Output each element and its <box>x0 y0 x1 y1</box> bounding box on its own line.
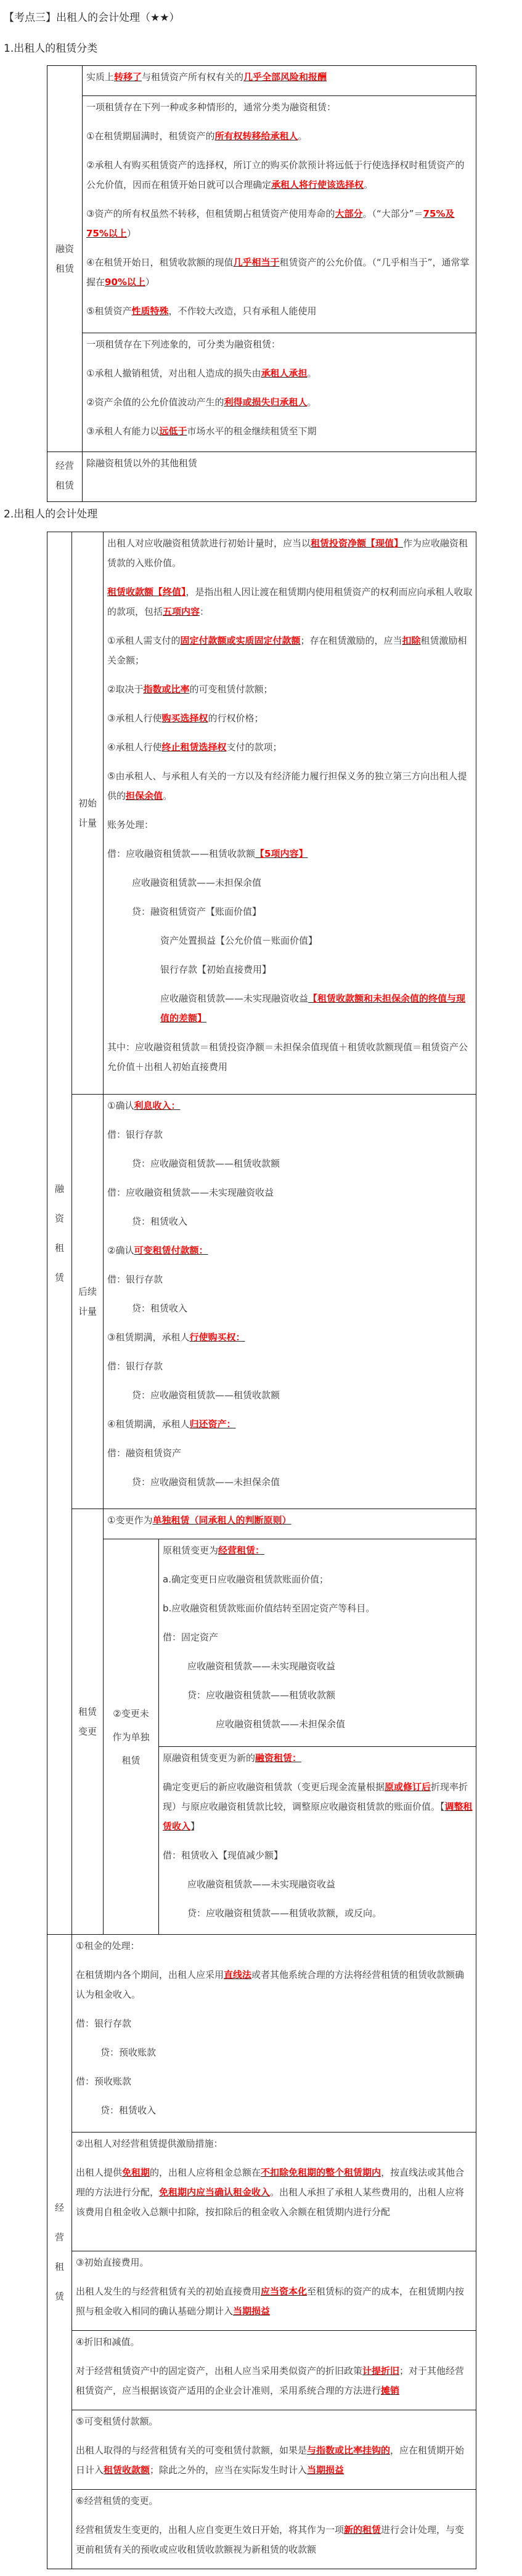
text: 原租赁变更为 <box>163 1545 219 1556</box>
text: 实质上 <box>86 71 115 83</box>
paragraph <box>163 1598 473 1618</box>
label-text: 融资租赁 <box>54 1183 64 1283</box>
paragraph <box>86 97 473 117</box>
paragraph <box>107 1270 473 1289</box>
text: 的行权价格； <box>208 713 264 724</box>
text: ①在租赁期届满时，租赁资产的 <box>86 131 215 142</box>
text: a.确定变更日应收融资租赁款账面价值； <box>163 1574 328 1585</box>
label-operating-lease <box>47 452 83 502</box>
paragraph <box>163 1903 473 1923</box>
highlight-text: 免租期内应当确认租金收入 <box>159 2187 271 2198</box>
text: ①承租人撤销租赁，对出租人造成的损失由 <box>86 368 261 379</box>
highlight-text: 融资租赁： <box>255 1752 302 1764</box>
text: 贷：租赁收入 <box>132 1216 188 1227</box>
text: ；对于其他经营租赁资产，应当根据该资产适用的企业会计准则，采用系统合理的方法进行 <box>76 2365 465 2396</box>
text: 应收融资租赁款——未实现融资收益 <box>160 993 309 1004</box>
text: 至租赁标的资产的成本，在租赁期内按照与租金收入相同的确认基础分期计入 <box>76 2286 465 2317</box>
paragraph <box>163 1714 473 1734</box>
text: ①承租人需支付的 <box>107 635 181 646</box>
paragraph <box>107 631 473 670</box>
text: 账务处理： <box>107 819 154 830</box>
text: 借：预收账款 <box>76 2076 132 2087</box>
paragraph <box>107 737 473 757</box>
text: 租赁激励相关金额； <box>107 635 467 666</box>
paragraph <box>163 1845 473 1865</box>
text: ；除此之外的，应当在实际发生时计入 <box>150 2465 308 2476</box>
paragraph <box>163 1656 473 1676</box>
paragraph <box>86 421 473 441</box>
paragraph <box>107 1443 473 1463</box>
paragraph <box>107 1298 473 1318</box>
highlight-text: 原或修订后 <box>385 1781 431 1792</box>
paragraph <box>76 2163 473 2222</box>
text: ①确认 <box>107 1100 134 1111</box>
paragraph <box>76 2491 473 2511</box>
paragraph <box>76 2072 473 2091</box>
text: 作为应收融资租赁款的入账价值。 <box>107 538 468 569</box>
paragraph <box>76 2100 473 2120</box>
text: 支付的款项； <box>226 742 282 753</box>
highlight-text: 利得或损失归承租人 <box>224 397 308 408</box>
label-text: 作为单独 <box>112 1731 150 1743</box>
row-indicators <box>82 333 476 452</box>
operating-variable-payments <box>71 2410 476 2490</box>
text: ②资产余值的公允价值波动产生的 <box>86 397 224 408</box>
highlight-text: 租赁投资净额【现值】 <box>311 538 404 549</box>
paragraph <box>107 1327 473 1347</box>
text: 贷：租赁收入 <box>100 2105 157 2116</box>
highlight-text: 直线法 <box>224 1969 252 1980</box>
text: ④折旧和减值。 <box>76 2336 140 2347</box>
text: ④租赁期满，承租人 <box>107 1419 190 1430</box>
text: ④在租赁开始日，租赁收款额的现值 <box>86 257 234 268</box>
label-text: ②变更未 <box>113 1707 149 1719</box>
text: 贷：租赁收入 <box>132 1303 188 1314</box>
highlight-text: 固定付款额或实质固定付款额 <box>180 635 301 646</box>
highlight-text: 租赁收款额 <box>104 2465 150 2476</box>
change-to-operating-lease <box>158 1539 476 1747</box>
text: 的可变租赁付款额； <box>189 684 273 695</box>
paragraph <box>163 1748 473 1768</box>
text: ②出租人对经营租赁提供激励措施： <box>76 2138 223 2149</box>
paragraph <box>163 1627 473 1647</box>
text: 借：融资租赁资产 <box>107 1448 182 1459</box>
highlight-text: 免租期 <box>122 2167 150 2178</box>
change-to-finance-lease <box>158 1746 476 1935</box>
text: 贷：应收融资租赁款——租赁收款额，或反向。 <box>187 1908 382 1919</box>
text: 贷：应收融资租赁款——租赁收款额 <box>187 1690 336 1701</box>
text: 与租赁资产所有权有关的 <box>142 71 244 83</box>
text: 借：银行存款 <box>107 1129 163 1140</box>
paragraph <box>107 989 473 1028</box>
highlight-text: 可变租赁付款额： <box>134 1245 208 1256</box>
text: 进行会计处理，与变更前租赁有关的预收或应收租赁收款额视为新租赁的收款额 <box>76 2524 465 2555</box>
highlight-text: 利息收入： <box>134 1100 181 1111</box>
highlight-text: 当期损益 <box>233 2306 271 2317</box>
highlight-text: 五项内容 <box>163 606 200 617</box>
text: ，应在租赁期开始日计入 <box>76 2445 465 2476</box>
text: ⑤可变租赁付款额。 <box>76 2416 158 2427</box>
paragraph <box>76 1965 473 2004</box>
text: 借：应收融资租赁款——租赁收款额 <box>107 848 256 859</box>
text: 。 <box>307 368 317 379</box>
row-operating-definition <box>82 452 476 502</box>
text: 应收融资租赁款——未担保余值 <box>216 1719 346 1730</box>
text: ③承租人有能力以 <box>86 426 160 437</box>
text: 借：租赁收入【现值减少额】 <box>163 1850 283 1861</box>
text: ，按直线法或其他合理的方法进行分配， <box>76 2167 465 2198</box>
paragraph <box>86 453 473 473</box>
highlight-text: 新的租赁 <box>344 2524 381 2535</box>
text: ⑥经营租赁的变更。 <box>76 2495 158 2506</box>
label-text: 经营租赁 <box>54 2201 64 2302</box>
label-text: 后续计量 <box>78 1286 97 1317</box>
highlight-text: 所有权转移给承租人 <box>214 131 298 142</box>
page-title: 【考点三】出租人的会计处理（★★） <box>4 12 180 24</box>
label-text: 初始计量 <box>78 798 97 828</box>
highlight-text: 计提折旧 <box>362 2365 400 2376</box>
paragraph <box>86 67 473 87</box>
paragraph <box>86 363 473 383</box>
paragraph <box>107 815 473 835</box>
label-lease-change <box>71 1509 104 1935</box>
text: 借：银行存款 <box>107 1361 163 1372</box>
paragraph <box>163 1541 473 1560</box>
text: 原融资租赁变更为新的 <box>163 1752 256 1764</box>
text: 确定变更后的新应收融资租赁款（变更后现金流量根据 <box>163 1781 385 1792</box>
highlight-text: 【5项内容】 <box>255 848 308 859</box>
paragraph <box>86 204 473 243</box>
text: 贷：应收融资租赁款——租赁收款额 <box>132 1158 280 1169</box>
paragraph <box>76 2412 473 2431</box>
text: 一项租赁存在下列一种或多种情形的，通常分类为融资租赁： <box>86 102 336 113</box>
highlight-text: 90%以上 <box>105 277 145 288</box>
paragraph <box>107 1096 473 1116</box>
paragraph <box>76 2361 473 2400</box>
text: 或者其他系统合理的方法将经营租赁的租赁收款额确认为租金收入。 <box>76 1969 465 2000</box>
paragraph <box>76 2014 473 2033</box>
row-substance <box>82 65 476 96</box>
text: ②承租人有购买租赁资产的选择权，所订立的购买价款预计将远低于行使选择权时租赁资产的公允价值，因而在租赁开始日就可以合理确定 <box>86 160 465 190</box>
paragraph <box>107 1472 473 1492</box>
text: 贷：预收账款 <box>100 2047 157 2058</box>
paragraph <box>86 334 473 354</box>
paragraph <box>76 2282 473 2321</box>
highlight-text: 承租人承担 <box>261 368 308 379</box>
paragraph <box>76 2440 473 2480</box>
text: ②确认 <box>107 1245 134 1256</box>
paragraph <box>107 1385 473 1405</box>
text: 。（“大部分”＝ <box>362 208 423 219</box>
paragraph <box>86 155 473 195</box>
label-text: 经营租赁 <box>55 460 74 491</box>
text: ④承租人行使 <box>107 742 162 753</box>
text: 】 <box>190 1821 200 1832</box>
highlight-text: 远低于 <box>159 426 187 437</box>
change-separate-lease <box>103 1509 476 1539</box>
paragraph <box>163 1685 473 1705</box>
paragraph <box>107 1125 473 1144</box>
highlight-text: 租赁收款额【终值】 <box>107 586 186 597</box>
text: 。 <box>307 397 317 408</box>
paragraph <box>86 301 473 321</box>
highlight-text: 终止租赁选择权 <box>161 742 227 753</box>
operating-lease-change <box>71 2489 476 2569</box>
text: ③租赁期满，承租人 <box>107 1332 190 1343</box>
text: 一项租赁存在下列迹象的，可分类为融资租赁： <box>86 339 281 350</box>
text: 的，出租人应将租金总额在 <box>150 2167 261 2178</box>
text: ，是指出租人因让渡在租赁期内使用租赁资产的权利而应向承租人收取的款项，包括 <box>107 586 473 617</box>
highlight-text: 几乎全部风险和报酬 <box>243 71 327 83</box>
paragraph <box>107 844 473 864</box>
paragraph <box>107 708 473 728</box>
text: 对于经营租赁资产中的固定资产，出租人应当采用类似资产的折旧政策 <box>76 2365 363 2376</box>
paragraph <box>107 679 473 699</box>
paragraph <box>86 126 473 146</box>
text: 借：银行存款 <box>107 1274 163 1285</box>
text: 出租人对应收融资租赁款进行初始计量时，应当以 <box>107 538 311 549</box>
text: ） <box>145 277 155 288</box>
text: 。 <box>364 179 373 190</box>
paragraph <box>107 1037 473 1077</box>
text: 借：固定资产 <box>163 1632 219 1643</box>
text: 经营租赁发生变更的，出租人应自变更生效日开始，将其作为一项 <box>76 2524 345 2535</box>
highlight-text: 75%及75%以上 <box>86 208 455 239</box>
label-initial-measurement <box>71 532 104 1095</box>
paragraph <box>107 931 473 950</box>
label-subsequent-measurement <box>71 1094 104 1509</box>
highlight-text: 不扣除免租期的整个租赁期内 <box>261 2167 381 2178</box>
label-text: 租赁 <box>121 1754 141 1766</box>
paragraph <box>107 1154 473 1173</box>
subsequent-measurement-content <box>103 1094 476 1509</box>
text: 贷：融资租赁资产【账面价值】 <box>132 906 262 917</box>
highlight-text: 指数或比率 <box>143 684 190 695</box>
operating-initial-costs <box>71 2251 476 2331</box>
paragraph <box>76 2332 473 2352</box>
text: 应收融资租赁款——未实现融资收益 <box>187 1879 336 1890</box>
paragraph <box>86 392 473 412</box>
text: ） <box>126 228 136 239</box>
text: 出租人发生的与经营租赁有关的初始直接费用 <box>76 2286 261 2297</box>
operating-rent <box>71 1934 476 2132</box>
paragraph <box>107 1414 473 1434</box>
highlight-text: 当期损益 <box>307 2465 345 2476</box>
paragraph <box>76 2134 473 2153</box>
text: 出租人提供 <box>76 2167 123 2178</box>
text: ；存在租赁激励的，应当 <box>300 635 402 646</box>
label-finance-lease-2 <box>47 532 72 1935</box>
paragraph <box>107 902 473 921</box>
paragraph <box>107 533 473 573</box>
highlight-text: 应当资本化 <box>261 2286 308 2297</box>
text: 除融资租赁以外的其他租赁 <box>86 458 198 469</box>
row-situations <box>82 95 476 333</box>
text: 。 <box>163 790 173 801</box>
highlight-text: 摊销 <box>381 2385 400 2396</box>
text: ②取决于 <box>107 684 144 695</box>
highlight-text: 经营租赁： <box>218 1545 265 1556</box>
paragraph <box>107 1356 473 1376</box>
paragraph <box>107 960 473 979</box>
text: ③初始直接费用。 <box>76 2257 149 2268</box>
label-change-not-separate <box>103 1539 159 1935</box>
paragraph <box>76 2043 473 2062</box>
highlight-text: 大部分 <box>335 208 363 219</box>
text: 市场水平的租金继续租赁至下期 <box>187 426 317 437</box>
paragraph <box>76 2520 473 2559</box>
text: 应收融资租赁款——未担保余值 <box>132 877 262 888</box>
highlight-text: 行使购买权： <box>189 1332 245 1343</box>
text: ①租金的处理： <box>76 1940 140 1951</box>
text: 出租人取得的与经营租赁有关的可变租赁付款额，如果是 <box>76 2445 308 2456</box>
text: 在租赁期内各个期间，出租人应采用 <box>76 1969 224 1980</box>
text: 贷：应收融资租赁款——租赁收款额 <box>132 1390 280 1401</box>
text: 银行存款【初始直接费用】 <box>160 964 272 975</box>
paragraph <box>76 2253 473 2272</box>
text: ，不作较大改造，只有承租人能使用 <box>168 306 317 317</box>
operating-depreciation <box>71 2330 476 2410</box>
section-heading-accounting: 2.出租人的会计处理 <box>4 508 98 520</box>
label-text: 融资租赁 <box>55 243 74 274</box>
text: 应收融资租赁款——未实现融资收益 <box>187 1661 336 1672</box>
text: 。出租人承担了承租人某些费用的，出租人应将该费用自租金收入总额中扣除，按扣除后的租金收入余额在租赁期内进行分配 <box>76 2187 465 2218</box>
text: 借：应收融资租赁款——未实现融资收益 <box>107 1187 274 1198</box>
paragraph <box>107 873 473 893</box>
paragraph <box>163 1777 473 1836</box>
highlight-text: 【租赁收款额和未担保余值的终值与现值的差额】 <box>160 993 466 1024</box>
text: ①变更作为 <box>107 1515 153 1526</box>
initial-measurement-content <box>103 532 476 1095</box>
text: 借：银行存款 <box>76 2018 132 2029</box>
paragraph <box>107 1212 473 1231</box>
text: 资产处置损益【公允价值－账面价值】 <box>160 935 318 946</box>
text: 其中：应收融资租赁款＝租赁投资净额＝未担保余值现值＋租赁收款额现值＝租赁资产公允价值＋出租人初始直接费用 <box>107 1042 468 1072</box>
highlight-text: 购买选择权 <box>161 713 208 724</box>
text: 租赁资产的公允价值。（“几乎相当于”，通常掌握在 <box>86 257 470 288</box>
text: ⑤由承租人、与承租人有关的一方以及有经济能力履行担保义务的独立第三方向出租人提供的 <box>107 771 467 801</box>
paragraph <box>76 1936 473 1956</box>
paragraph <box>86 253 473 292</box>
text: 折现率折现）与原应收融资租赁款比较，调整原应收融资租赁款的账面价值。【 <box>163 1781 468 1812</box>
text: ③承租人行使 <box>107 713 162 724</box>
highlight-text: 担保余值 <box>126 790 163 801</box>
paragraph <box>163 1569 473 1589</box>
highlight-text: 扣除 <box>402 635 421 646</box>
paragraph <box>107 582 473 622</box>
text: ⑤租赁资产 <box>86 306 132 317</box>
highlight-text: 归还资产： <box>189 1419 236 1430</box>
label-text: 租赁变更 <box>78 1706 97 1737</box>
highlight-text: 转移了 <box>114 71 142 83</box>
text: 贷：应收融资租赁款——未担保余值 <box>132 1476 280 1488</box>
section-heading-classification: 1.出租人的租赁分类 <box>4 43 98 55</box>
operating-incentives <box>71 2132 476 2251</box>
paragraph <box>107 766 473 806</box>
text: 。 <box>298 131 308 142</box>
paragraph <box>107 1241 473 1260</box>
highlight-text: 承租人将行使该选择权 <box>271 179 364 190</box>
paragraph <box>107 1183 473 1202</box>
highlight-text: 与指数或比率挂钩的 <box>307 2445 391 2456</box>
highlight-text: 几乎相当于 <box>233 257 280 268</box>
highlight-text: 单独租赁（同承租人的判断原则） <box>152 1515 292 1526</box>
label-operating-lease-2 <box>47 1934 72 2569</box>
text: b.应收融资租赁款账面价值结转至固定资产等科目。 <box>163 1603 375 1614</box>
text: ： <box>200 606 210 617</box>
text: ③资产的所有权虽然不转移，但租赁期占租赁资产使用寿命的 <box>86 208 335 219</box>
highlight-text: 调整租赁收入 <box>163 1801 473 1832</box>
label-finance-lease <box>47 65 83 452</box>
highlight-text: 性质特殊 <box>131 306 169 317</box>
paragraph <box>107 1510 473 1530</box>
paragraph <box>163 1874 473 1894</box>
